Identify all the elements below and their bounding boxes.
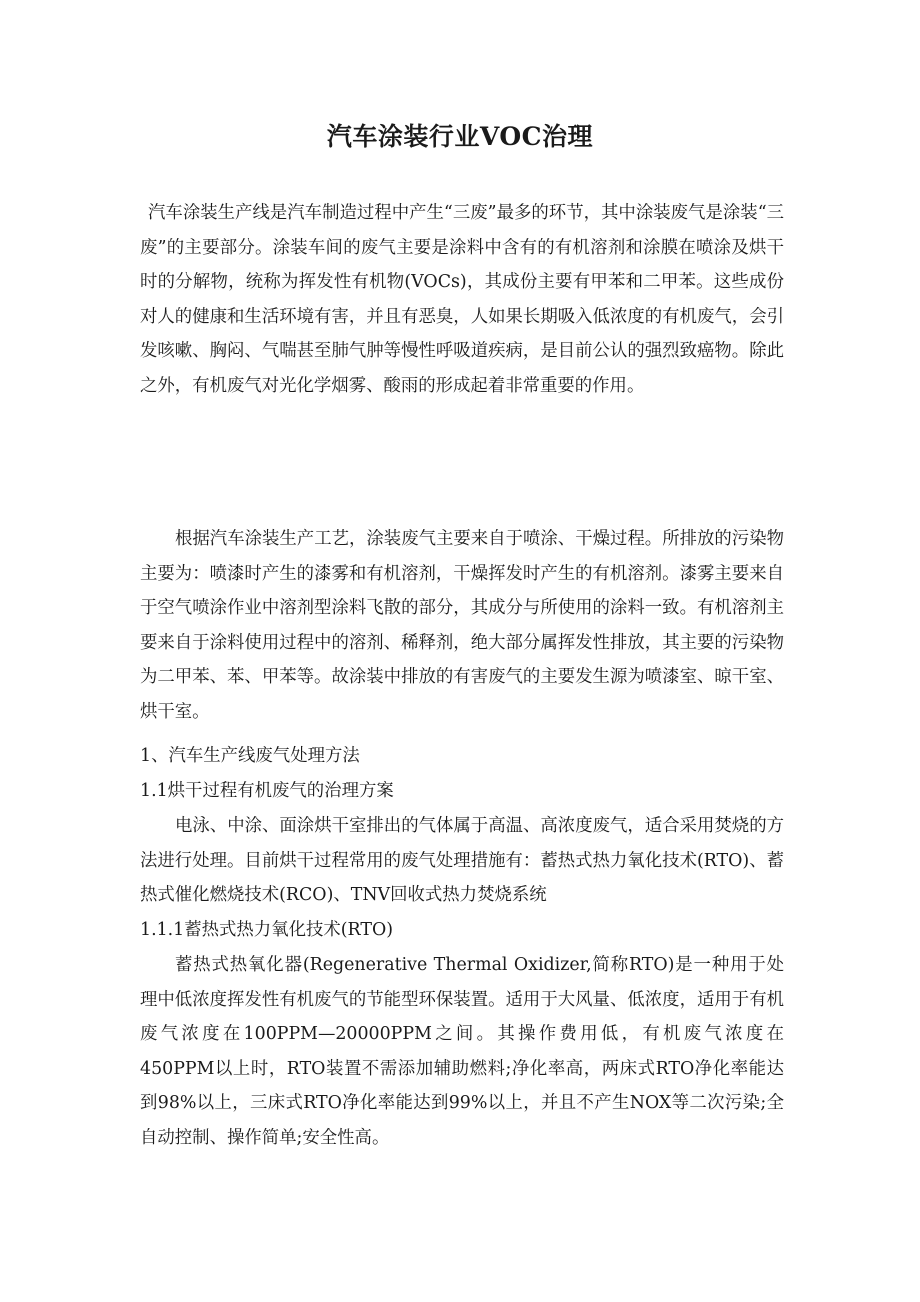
document-title: 汽车涂装行业VOC治理 <box>326 122 594 151</box>
section-heading-1-1-1: 1.1.1蓄热式热力氧化技术(RTO) <box>140 920 393 940</box>
paragraph-rto: 蓄热式热氧化器(Regenerative Thermal Oxidizer,简称RTO)是一种用于处理中低浓度挥发性有机废气的节能型环保装置。适用于大风量、低浓度，适用于有机废气浓度在100PPM—20000PPM之间。其操作费用低，有机废气浓度在450PPM以上时，RTO装置不需添加辅助燃料;净化率高，两床式RTO净化率能达到98%以上，三床式RTO净化率能达到99%以上，并且不产生NOX等二次污染;全自动控制、操作简单;安全性高。 <box>140 955 784 1148</box>
section-heading-1-1: 1.1烘干过程有机废气的治理方案 <box>140 781 394 801</box>
paragraph-sources: 根据汽车涂装生产工艺，涂装废气主要来自于喷涂、干燥过程。所排放的污染物主要为：喷漆时产生的漆雾和有机溶剂，干燥挥发时产生的有机溶剂。漆雾主要来自于空气喷涂作业中溶剂型涂料飞散的部分，其成分与所使用的涂料一致。有机溶剂主要来自于涂料使用过程中的溶剂、稀释剂，绝大部分属挥发性排放，其主要的污染物为二甲苯、苯、甲苯等。故涂装中排放的有害废气的主要发生源为喷漆室、晾干室、烘干室。 <box>140 529 784 722</box>
paragraph-drying-treatment: 电泳、中涂、面涂烘干室排出的气体属于高温、高浓度废气，适合采用焚烧的方法进行处理。目前烘干过程常用的废气处理措施有：蓄热式热力氧化技术(RTO)、蓄热式催化燃烧技术(RCO)、TNV回收式热力焚烧系统 <box>140 816 784 905</box>
paragraph-intro: 汽车涂装生产线是汽车制造过程中产生“三废”最多的环节，其中涂装废气是涂装“三废”的主要部分。涂装车间的废气主要是涂料中含有的有机溶剂和涂膜在喷涂及烘干时的分解物，统称为挥发性有机物(VOCs)，其成份主要有甲苯和二甲苯。这些成份对人的健康和生活环境有害，并且有恶臭，人如果长期吸入低浓度的有机废气，会引发咳嗽、胸闷、气喘甚至肺气肿等慢性呼吸道疾病，是目前公认的强烈致癌物。除此之外，有机废气对光化学烟雾、酸雨的形成起着非常重要的作用。 <box>140 203 784 396</box>
section-heading-1: 1、汽车生产线废气处理方法 <box>140 746 360 766</box>
